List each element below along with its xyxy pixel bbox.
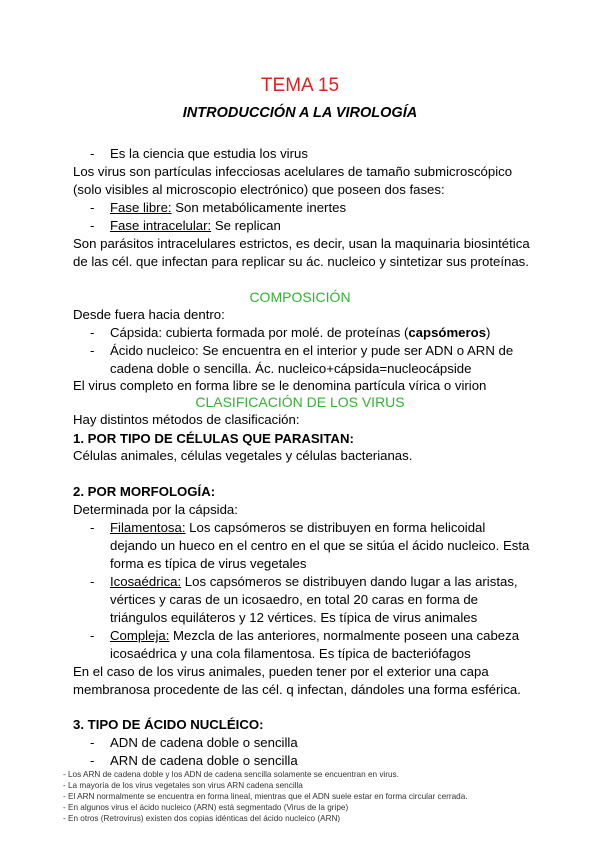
- filamentosa-item: [110, 519, 485, 537]
- intro-paragraph-line: Los virus son partículas infecciosas acelulares de tamaño submicroscópico: [73, 164, 513, 179]
- parasite-paragraph-line: de las cél. que infectan para replicar su ác. nucleico y sintetizar sus proteínas.: [73, 254, 529, 269]
- virion-line: El virus completo en forma libre se le denomina partícula vírica o virion: [73, 378, 487, 393]
- section-heading-composicion: COMPOSICIÓN: [249, 289, 351, 305]
- icosaedrica-line: vértices y caras de un icosaedro, en total 20 caras en forma de: [110, 592, 478, 607]
- bullet-dash: -: [90, 574, 95, 589]
- compleja-label: Compleja:: [110, 628, 170, 643]
- adn-item: ADN de cadena doble o sencilla: [110, 735, 298, 750]
- bullet-dash: -: [90, 343, 95, 358]
- icosaedrica-text: Los capsómeros se distribuyen dando lugar a las aristas,: [181, 574, 518, 589]
- filamentosa-line: dejando un hueco en el centro en el que se sitúa el ácido nucleico. Esta: [110, 538, 530, 553]
- page-title: TEMA 15: [260, 75, 340, 96]
- bullet-dash: -: [90, 146, 95, 161]
- phase-intracellular-item: [110, 217, 281, 235]
- footnote: - En algunos virus el ácido nucleico (ARN) está segmentado (Virus de la gripe): [63, 803, 349, 812]
- icosaedrica-item: [110, 573, 518, 591]
- subsection-heading: 3. TIPO DE ÁCIDO NUCLÉICO:: [73, 717, 264, 732]
- bullet-dash: -: [90, 520, 95, 535]
- footnote: - La mayoría de los virus vegetales son virus ARN cadena sencilla: [63, 781, 303, 790]
- subsection-heading: 1. POR TIPO DE CÉLULAS QUE PARASITAN:: [73, 431, 354, 446]
- capsida-text: Cápsida: cubierta formada por molé. de proteínas (: [110, 325, 409, 340]
- capsomeros-term: capsómeros: [408, 325, 487, 340]
- filamentosa-line: forma es típica de virus vegetales: [110, 556, 307, 571]
- nucleic-acid-line: Ácido nucleico: Se encuentra en el interior y pude ser ADN o ARN de: [110, 343, 514, 358]
- animal-virus-line: En el caso de los virus animales, pueden tener por el exterior una capa: [73, 664, 489, 679]
- morphology-lead: Determinada por la cápsida:: [73, 502, 238, 517]
- section-heading-clasificacion: CLASIFICACIÓN DE LOS VIRUS: [195, 394, 405, 410]
- nucleic-acid-line: cadena doble o sencilla. Ác. nucleico+cápsida=nucleocápside: [110, 361, 472, 376]
- composicion-lead: Desde fuera hacia dentro:: [73, 307, 225, 322]
- phase-free-item: [110, 199, 346, 217]
- footnote: - En otros (Retrovirus) existen dos copias idénticas del ácido nucleico (ARN): [63, 814, 341, 823]
- filamentosa-text: Los capsómeros se distribuyen en forma helicoidal: [185, 520, 486, 535]
- bullet-dash: -: [90, 200, 95, 215]
- compleja-line: icosaédrica y una cola filamentosa. Es típica de bacteriófagos: [110, 646, 471, 661]
- clasificacion-lead: Hay distintos métodos de clasificación:: [73, 412, 300, 427]
- bullet-dash: -: [90, 753, 95, 768]
- filamentosa-label: Filamentosa:: [110, 520, 186, 535]
- capsida-close: ): [486, 325, 491, 340]
- phase-free-text: Son metabólicamente inertes: [171, 200, 347, 215]
- bullet-dash: -: [90, 218, 95, 233]
- phase-intracellular-text: Se replican: [211, 218, 281, 233]
- arn-item: ARN de cadena doble o sencilla: [110, 753, 298, 768]
- intro-paragraph-line: (solo visibles al microscopio electrónico) que poseen dos fases:: [73, 182, 445, 197]
- animal-virus-line: membranosa procedente de las cél. q infectan, dándoles una forma esférica.: [73, 682, 521, 697]
- capsida-item: [110, 324, 490, 342]
- footnote: - El ARN normalmente se encuentra en forma lineal, mientras que el ADN suele estar en forma circular cerrada.: [63, 792, 468, 801]
- subsection-heading: 2. POR MORFOLOGÍA:: [73, 484, 216, 499]
- page-subtitle: INTRODUCCIÓN A LA VIROLOGÍA: [182, 105, 418, 121]
- parasite-paragraph-line: Son parásitos intracelulares estrictos, es decir, usan la maquinaria biosintética: [73, 236, 530, 251]
- bullet-dash: -: [90, 628, 95, 643]
- compleja-text: Mezcla de las anteriores, normalmente poseen una cabeza: [169, 628, 520, 643]
- phase-free-label: Fase libre:: [110, 200, 172, 215]
- intro-bullet: Es la ciencia que estudia los virus: [110, 146, 308, 161]
- bullet-dash: -: [90, 735, 95, 750]
- cell-types-line: Células animales, células vegetales y células bacterianas.: [73, 448, 413, 463]
- icosaedrica-label: Icosaédrica:: [110, 574, 182, 589]
- icosaedrica-line: triángulos equiláteros y 12 vértices. Es típica de virus animales: [110, 610, 478, 625]
- footnote: - Los ARN de cadena doble y los ADN de cadena sencilla solamente se encuentran en virus.: [63, 770, 399, 779]
- compleja-item: [110, 627, 519, 645]
- phase-intracellular-label: Fase intracelular:: [110, 218, 212, 233]
- bullet-dash: -: [90, 325, 95, 340]
